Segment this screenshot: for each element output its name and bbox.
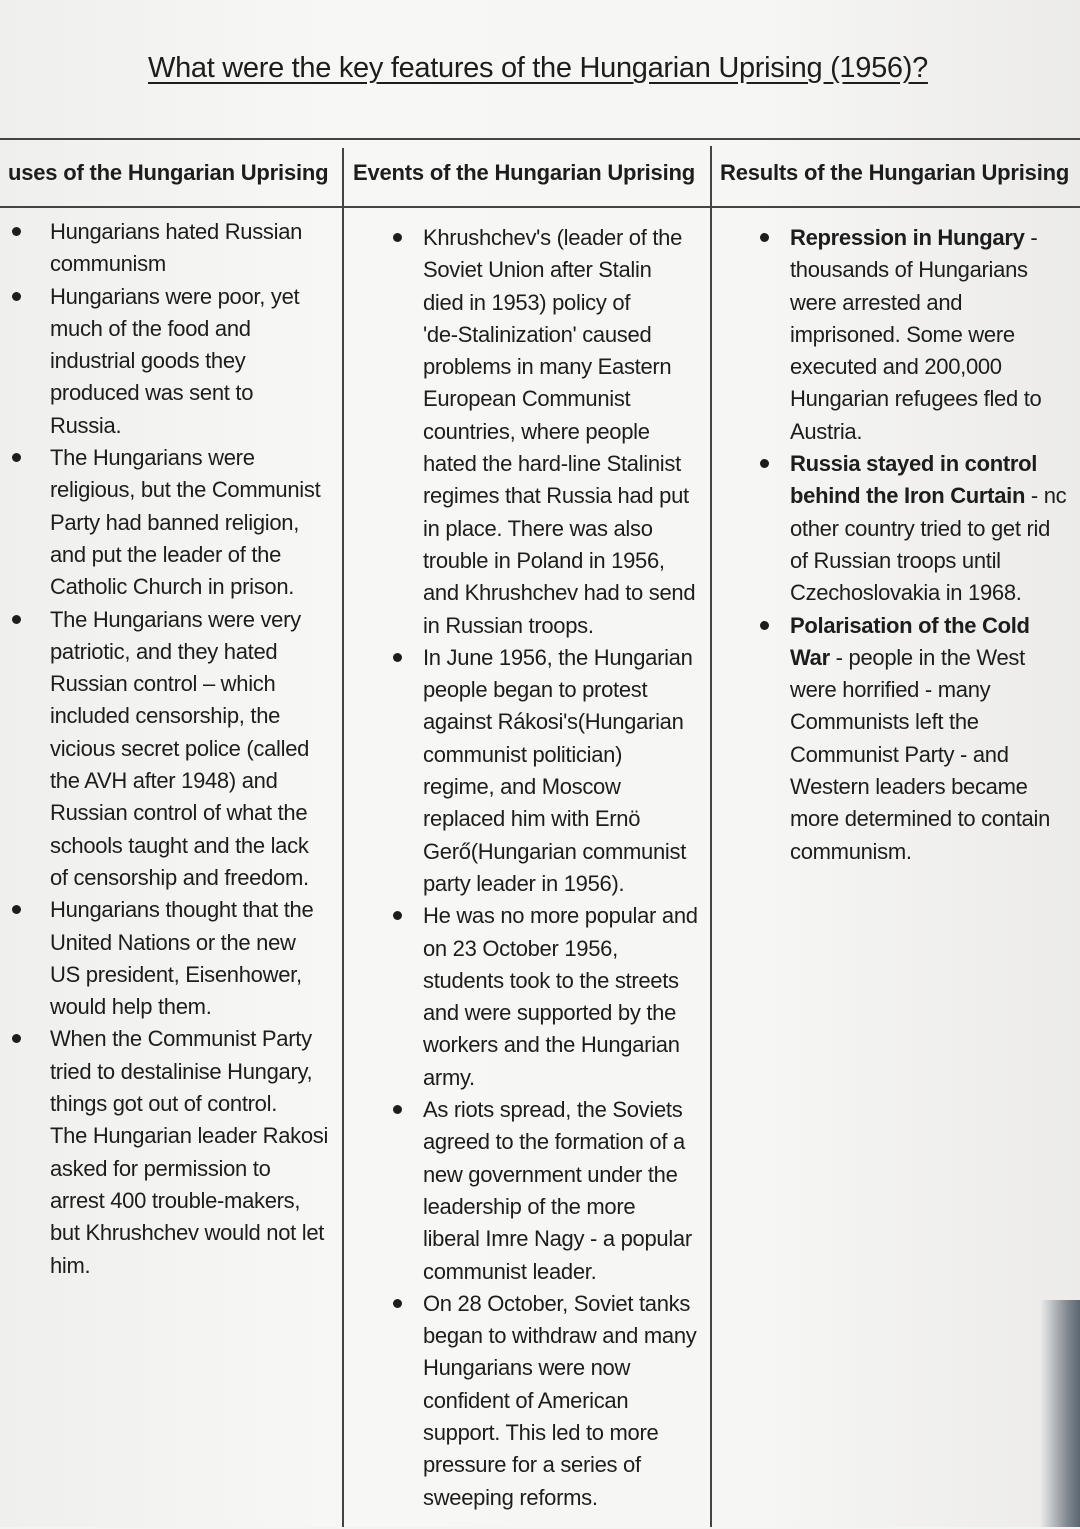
causes-item-line: but Khrushchev would not let <box>50 1220 325 1246</box>
column-divider-1 <box>342 148 344 1527</box>
bullet-icon <box>12 1034 21 1043</box>
events-item-line: countries, where people <box>423 418 650 444</box>
header-divider <box>0 206 1080 208</box>
results-item-line: Hungarian refugees fled to <box>790 386 1042 412</box>
events-item <box>385 222 710 642</box>
events-item-line: European Communist <box>423 386 631 412</box>
causes-item-line: arrest 400 trouble-makers, <box>50 1187 301 1213</box>
results-item-text: - nc <box>1025 483 1067 509</box>
results-item-line <box>790 642 1077 674</box>
causes-item-line: asked for permission to <box>50 1155 271 1181</box>
events-item-line: In June 1956, the Hungarian <box>423 644 693 670</box>
results-item-line: other country tried to get rid <box>790 515 1051 541</box>
results-item <box>752 448 1077 609</box>
events-item-line: leadership of the more <box>423 1193 636 1219</box>
events-item-line: replaced him with Ernö <box>423 806 641 832</box>
results-item-line: were horrified - many <box>790 677 991 703</box>
bullet-icon <box>393 911 402 920</box>
causes-column-header: uses of the Hungarian Uprising <box>8 160 329 185</box>
causes-item-line: Russian control – which <box>50 671 276 697</box>
events-item-line: pressure for a series of <box>423 1452 641 1478</box>
results-column <box>752 222 1077 868</box>
results-item-line: executed and 200,000 <box>790 354 1002 380</box>
causes-item-line: US president, Eisenhower, <box>50 961 302 987</box>
results-item <box>752 222 1077 448</box>
results-heading: behind the Iron Curtain <box>790 483 1026 509</box>
events-item-line: regime, and Moscow <box>423 774 621 800</box>
causes-item-line: and put the leader of the <box>50 541 282 567</box>
causes-item-line: included censorship, the <box>50 703 281 729</box>
results-item-line: Communist Party - and <box>790 741 1009 767</box>
events-item-line: communist leader. <box>423 1258 597 1284</box>
results-item-text: - people in the West <box>829 644 1025 670</box>
results-item-line <box>790 448 1077 480</box>
results-item-line <box>790 480 1077 512</box>
events-item-line: party leader in 1956). <box>423 870 625 896</box>
causes-item-line: Hungarians hated Russian <box>50 219 303 244</box>
events-item-line: Gerő(Hungarian communist <box>423 838 687 864</box>
results-item-line: were arrested and <box>790 289 963 315</box>
events-item <box>385 900 710 1094</box>
events-item-line: 'de-Stalinization' caused <box>423 321 652 347</box>
causes-item <box>10 442 340 603</box>
bullet-icon <box>12 905 21 914</box>
bullet-icon <box>12 615 21 624</box>
events-item-line: new government under the <box>423 1161 678 1187</box>
bullet-icon <box>393 1105 402 1114</box>
results-item-line: Western leaders became <box>790 774 1028 800</box>
events-item-line: and were supported by the <box>423 1000 677 1026</box>
bullet-icon <box>393 233 402 242</box>
events-item-line: He was no more popular and <box>423 903 698 929</box>
causes-item-line: things got out of control. <box>50 1091 278 1117</box>
causes-item-line: The Hungarians were <box>50 445 255 471</box>
causes-item <box>10 216 340 281</box>
events-item-line: confident of American <box>423 1387 629 1413</box>
events-item-line: liberal Imre Nagy - a popular <box>423 1226 692 1252</box>
results-heading: Repression in Hungary <box>790 225 1025 250</box>
events-item-line: against Rákosi's(Hungarian <box>423 709 684 735</box>
results-heading: Polarisation of the Cold <box>790 612 1030 638</box>
events-item-line: communist politician) <box>423 741 623 767</box>
results-item-line: more determined to contain <box>790 806 1051 832</box>
results-item-line: communism. <box>790 838 912 864</box>
events-item-line: workers and the Hungarian <box>423 1032 680 1058</box>
causes-item-line: communism <box>50 251 166 277</box>
results-column-header: Results of the Hungarian Uprising <box>720 160 1070 185</box>
events-column <box>385 222 710 1514</box>
events-item-line: people began to protest <box>423 677 648 703</box>
bullet-icon <box>12 227 21 236</box>
events-item-line: trouble in Poland in 1956, <box>423 547 665 573</box>
events-item-line: hated the hard-line Stalinist <box>423 451 681 477</box>
causes-item-line: Catholic Church in prison. <box>50 574 295 600</box>
causes-item <box>10 894 340 1023</box>
causes-item-line: Russian control of what the <box>50 800 308 826</box>
results-heading: War <box>790 644 830 670</box>
events-item-line: Khrushchev's (leader of the <box>423 225 683 250</box>
causes-item-line: religious, but the Communist <box>50 477 321 503</box>
results-item-line: Communists left the <box>790 709 979 735</box>
causes-item-line: vicious secret police (called <box>50 735 310 761</box>
causes-item <box>10 281 340 442</box>
events-item-line: Soviet Union after Stalin <box>423 257 652 283</box>
results-item-line: of Russian troops until <box>790 547 1001 573</box>
results-item-text: - <box>1024 225 1038 250</box>
causes-item-line: much of the food and <box>50 315 251 341</box>
results-item-line: thousands of Hungarians <box>790 257 1028 283</box>
events-column-header: Events of the Hungarian Uprising <box>353 160 695 185</box>
column-divider-2 <box>710 146 712 1527</box>
events-item-line: in Russian troops. <box>423 612 594 638</box>
events-item-line: students took to the streets <box>423 967 679 993</box>
causes-item-line: patriotic, and they hated <box>50 638 278 664</box>
events-item <box>385 1288 710 1514</box>
events-item <box>385 642 710 900</box>
causes-item-line: him. <box>50 1252 91 1278</box>
results-item <box>752 610 1077 868</box>
causes-item-line: When the Communist Party <box>50 1026 312 1052</box>
bullet-icon <box>12 453 21 462</box>
causes-item-line: would help them. <box>50 994 212 1020</box>
bullet-icon <box>12 292 21 301</box>
causes-item-line: Russia. <box>50 412 122 438</box>
events-item-line: regimes that Russia had put <box>423 483 689 509</box>
causes-item-line: Party had banned religion, <box>50 509 300 535</box>
page-title: What were the key features of the Hungarian Uprising (1956)? <box>148 52 928 84</box>
causes-item-line: Hungarians were poor, yet <box>50 283 300 309</box>
events-item-line: Hungarians were now <box>423 1355 631 1381</box>
causes-item <box>10 604 340 895</box>
events-item-line: in place. There was also <box>423 515 653 541</box>
events-item <box>385 1094 710 1288</box>
results-item-line <box>790 222 1077 254</box>
events-item-line: support. This led to more <box>423 1419 659 1445</box>
bullet-icon <box>760 459 769 468</box>
events-item-line: began to withdraw and many <box>423 1323 697 1349</box>
causes-item-line: The Hungarian leader Rakosi <box>50 1123 329 1149</box>
causes-item-line: schools taught and the lack <box>50 832 309 858</box>
causes-column <box>10 216 340 1282</box>
causes-item-line: industrial goods they <box>50 348 246 374</box>
events-item-line: agreed to the formation of a <box>423 1129 685 1155</box>
bullet-icon <box>393 653 402 662</box>
bullet-icon <box>760 233 769 242</box>
events-item-line: on 23 October 1956, <box>423 935 618 961</box>
causes-item-line: tried to destalinise Hungary, <box>50 1058 313 1084</box>
bullet-icon <box>760 621 769 630</box>
causes-item-line: of censorship and freedom. <box>50 864 309 890</box>
causes-item <box>10 1023 340 1281</box>
bullet-icon <box>393 1299 402 1308</box>
events-item-line: problems in many Eastern <box>423 354 672 380</box>
results-heading: Russia stayed in control <box>790 451 1038 477</box>
causes-item-line: the AVH after 1948) and <box>50 768 278 794</box>
events-item-line: On 28 October, Soviet tanks <box>423 1290 691 1316</box>
results-item-line <box>790 610 1077 642</box>
causes-item-line: The Hungarians were very <box>50 606 301 632</box>
results-item-line: Czechoslovakia in 1968. <box>790 580 1022 606</box>
causes-item-line: produced was sent to <box>50 380 254 406</box>
causes-item-line: Hungarians thought that the <box>50 897 314 923</box>
causes-item-line: United Nations or the new <box>50 929 296 955</box>
events-item-line: sweeping reforms. <box>423 1484 598 1510</box>
events-item-line: army. <box>423 1064 475 1090</box>
results-item-line: imprisoned. Some were <box>790 321 1015 347</box>
results-item-line: Austria. <box>790 418 863 444</box>
events-item-line: died in 1953) policy of <box>423 289 631 315</box>
events-item-line: As riots spread, the Soviets <box>423 1097 683 1123</box>
events-item-line: and Khrushchev had to send <box>423 580 696 606</box>
